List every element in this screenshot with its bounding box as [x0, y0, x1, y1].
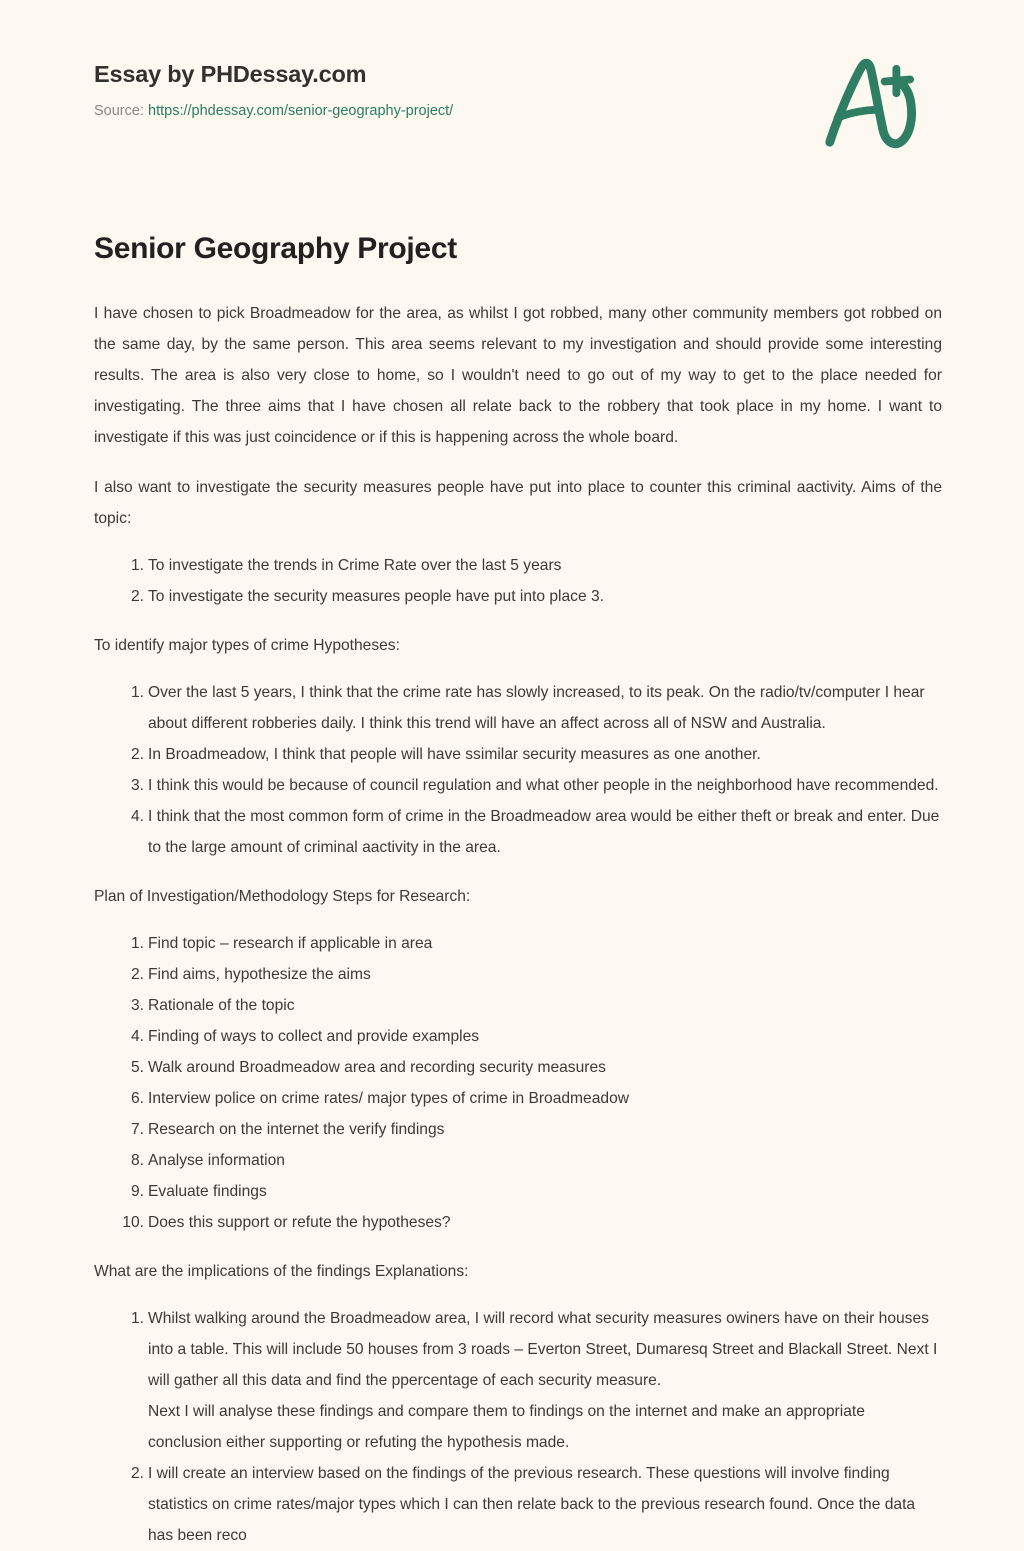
methodology-steps-list: [94, 928, 942, 1238]
paragraph-hypotheses-intro: To identify major types of crime Hypotheses:: [94, 637, 400, 654]
list-item: I think that the most common form of crime in the Broadmeadow area would be either theft or break and enter. Due to the large amount of criminal aactivity in the area.: [148, 808, 940, 856]
page-title: Senior Geography Project: [94, 232, 457, 265]
hypotheses-list: [94, 677, 942, 863]
paragraph-methodology-intro: Plan of Investigation/Methodology Steps for Research:: [94, 888, 471, 905]
list-item: Rationale of the topic: [148, 997, 295, 1014]
list-item: Over the last 5 years, I think that the crime rate has slowly increased, to its peak. On the radio/tv/computer I hear about different robberies daily. I think this trend will have an affect across all of NSW and Australia.: [148, 684, 925, 732]
list-item: Does this support or refute the hypotheses?: [148, 1214, 451, 1231]
source-label: Source:: [94, 102, 144, 119]
document-body: [80, 298, 944, 1551]
source-url-link[interactable]: https://phdessay.com/senior-geography-project/: [148, 102, 454, 119]
list-item: To investigate the security measures people have put into place 3.: [148, 588, 604, 605]
list-item: I think this would be because of council regulation and what other people in the neighborhood have recommended.: [148, 777, 939, 794]
list-item: Finding of ways to collect and provide examples: [148, 1028, 480, 1045]
aims-list: [94, 550, 942, 612]
list-item: Find aims, hypothesize the aims: [148, 966, 371, 983]
page-header: [80, 0, 944, 174]
explanation-continuation: Next I will analyse these findings and compare them to findings on the internet and make an appropriate conclusion either supporting or refuting the hypothesis made.: [148, 1403, 865, 1451]
header-left-group: [80, 62, 453, 120]
list-item: Find topic – research if applicable in area: [148, 935, 433, 952]
paragraph-intro: I have chosen to pick Broadmeadow for the area, as whilst I got robbed, many other community members got robbed on the same day, by the same person. This area seems relevant to my investigation and should provide some interesting results. The area is also very close to home, so I wouldn't need to go out of my way to get to the place needed for investigating. The three aims that I have chosen all relate back to the robbery that took place in my home. I want to investigate if this was just coincidence or if this is happening across the whole board.: [94, 305, 942, 446]
list-item: In Broadmeadow, I think that people will have ssimilar security measures as one another.: [148, 746, 761, 763]
list-item: [130, 1303, 942, 1458]
list-item: Interview police on crime rates/ major types of crime in Broadmeadow: [148, 1090, 630, 1107]
list-item: To investigate the trends in Crime Rate over the last 5 years: [148, 557, 562, 574]
source-line: [94, 103, 453, 120]
explanation-text: Whilst walking around the Broadmeadow area, I will record what security measures owiners have on their houses into a table. This will include 50 houses from 3 roads – Everton Street, Dumaresq Street and Blackall Street. Next I will gather all this data and find the ppercentage of each security measure.: [148, 1310, 938, 1389]
brand-title: Essay by PHDessay.com: [94, 61, 367, 87]
list-item: Analyse information: [148, 1152, 285, 1169]
explanations-list: [94, 1303, 942, 1551]
a-plus-logo-icon: [808, 56, 926, 152]
explanation-text: I will create an interview based on the findings of the previous research. These questions will involve finding statistics on crime rates/major types which I can then relate back to the previous research found. Once the data has been reco: [148, 1465, 916, 1544]
paragraph-aims-intro: I also want to investigate the security measures people have put into place to counter this criminal aactivity. Aims of the topic:: [94, 479, 942, 527]
list-item: Evaluate findings: [148, 1183, 267, 1200]
paragraph-implications-intro: What are the implications of the findings Explanations:: [94, 1263, 469, 1280]
list-item: Research on the internet the verify findings: [148, 1121, 445, 1138]
list-item: Walk around Broadmeadow area and recording security measures: [148, 1059, 606, 1076]
list-item: [130, 1458, 942, 1551]
